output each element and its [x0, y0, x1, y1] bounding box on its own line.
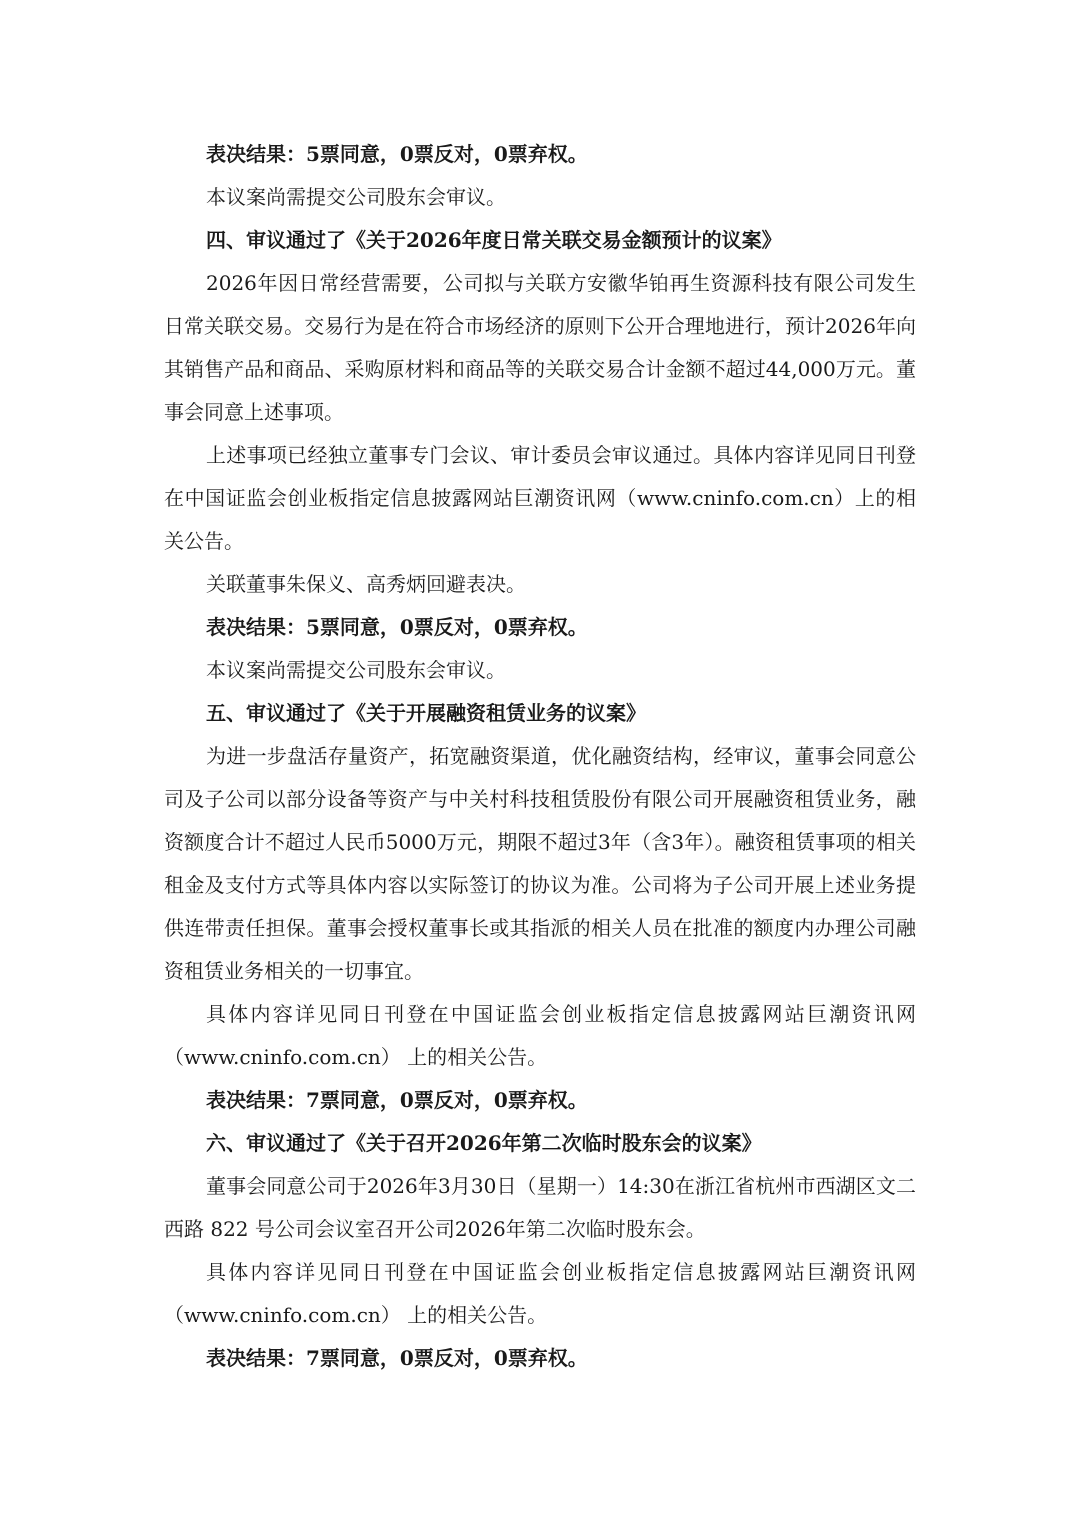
- section-5-heading: 五、审议通过了《关于开展融资租赁业务的议案》: [206, 701, 646, 725]
- section-5-disclosure: 具体内容详见同日刊登在中国证监会创业板指定信息披露网站巨潮资讯网（www.cninfo.com.cn） 上的相关公告。: [164, 1002, 916, 1069]
- vote-result-4: 表决结果：5票同意，0票反对，0票弃权。: [206, 615, 588, 639]
- section-4-body: 2026年因日常经营需要，公司拟与关联方安徽华铂再生资源科技有限公司发生日常关联交易。交易行为是在符合市场经济的原则下公开合理地进行，预计2026年向其销售产品和商品、采购原材料和商品等的关联交易合计金额不超过44,000万元。董事会同意上述事项。: [164, 271, 916, 424]
- shareholder-review-note-4: 本议案尚需提交公司股东会审议。: [206, 658, 506, 682]
- section-5-body: 为进一步盘活存量资产，拓宽融资渠道，优化融资结构，经审议，董事会同意公司及子公司以部分设备等资产与中关村科技租赁股份有限公司开展融资租赁业务，融资额度合计不超过人民币5000万元，期限不超过3年（含3年）。融资租赁事项的相关租金及支付方式等具体内容以实际签订的协议为准。公司将为子公司开展上述业务提供连带责任担保。董事会授权董事长或其指派的相关人员在批准的额度内办理公司融资租赁业务相关的一切事宜。: [164, 744, 916, 983]
- vote-result-6: 表决结果：7票同意，0票反对，0票弃权。: [206, 1346, 588, 1370]
- section-4-heading: 四、审议通过了《关于2026年度日常关联交易金额预计的议案》: [206, 228, 782, 252]
- section-4-recusal: 关联董事朱保义、高秀炳回避表决。: [206, 572, 526, 596]
- section-6-heading: 六、审议通过了《关于召开2026年第二次临时股东会的议案》: [206, 1131, 762, 1155]
- section-6-disclosure: 具体内容详见同日刊登在中国证监会创业板指定信息披露网站巨潮资讯网（www.cninfo.com.cn） 上的相关公告。: [164, 1260, 916, 1327]
- shareholder-review-note-3: 本议案尚需提交公司股东会审议。: [206, 185, 506, 209]
- vote-result-5: 表决结果：7票同意，0票反对，0票弃权。: [206, 1088, 588, 1112]
- section-4-disclosure: 上述事项已经独立董事专门会议、审计委员会审议通过。具体内容详见同日刊登在中国证监会创业板指定信息披露网站巨潮资讯网（www.cninfo.com.cn）上的相关公告。: [164, 443, 916, 553]
- document-page: [164, 133, 916, 1380]
- vote-result-3: 表决结果：5票同意，0票反对，0票弃权。: [206, 142, 588, 166]
- section-6-body: 董事会同意公司于2026年3月30日（星期一）14:30在浙江省杭州市西湖区文二西路 822 号公司会议室召开公司2026年第二次临时股东会。: [164, 1174, 916, 1241]
